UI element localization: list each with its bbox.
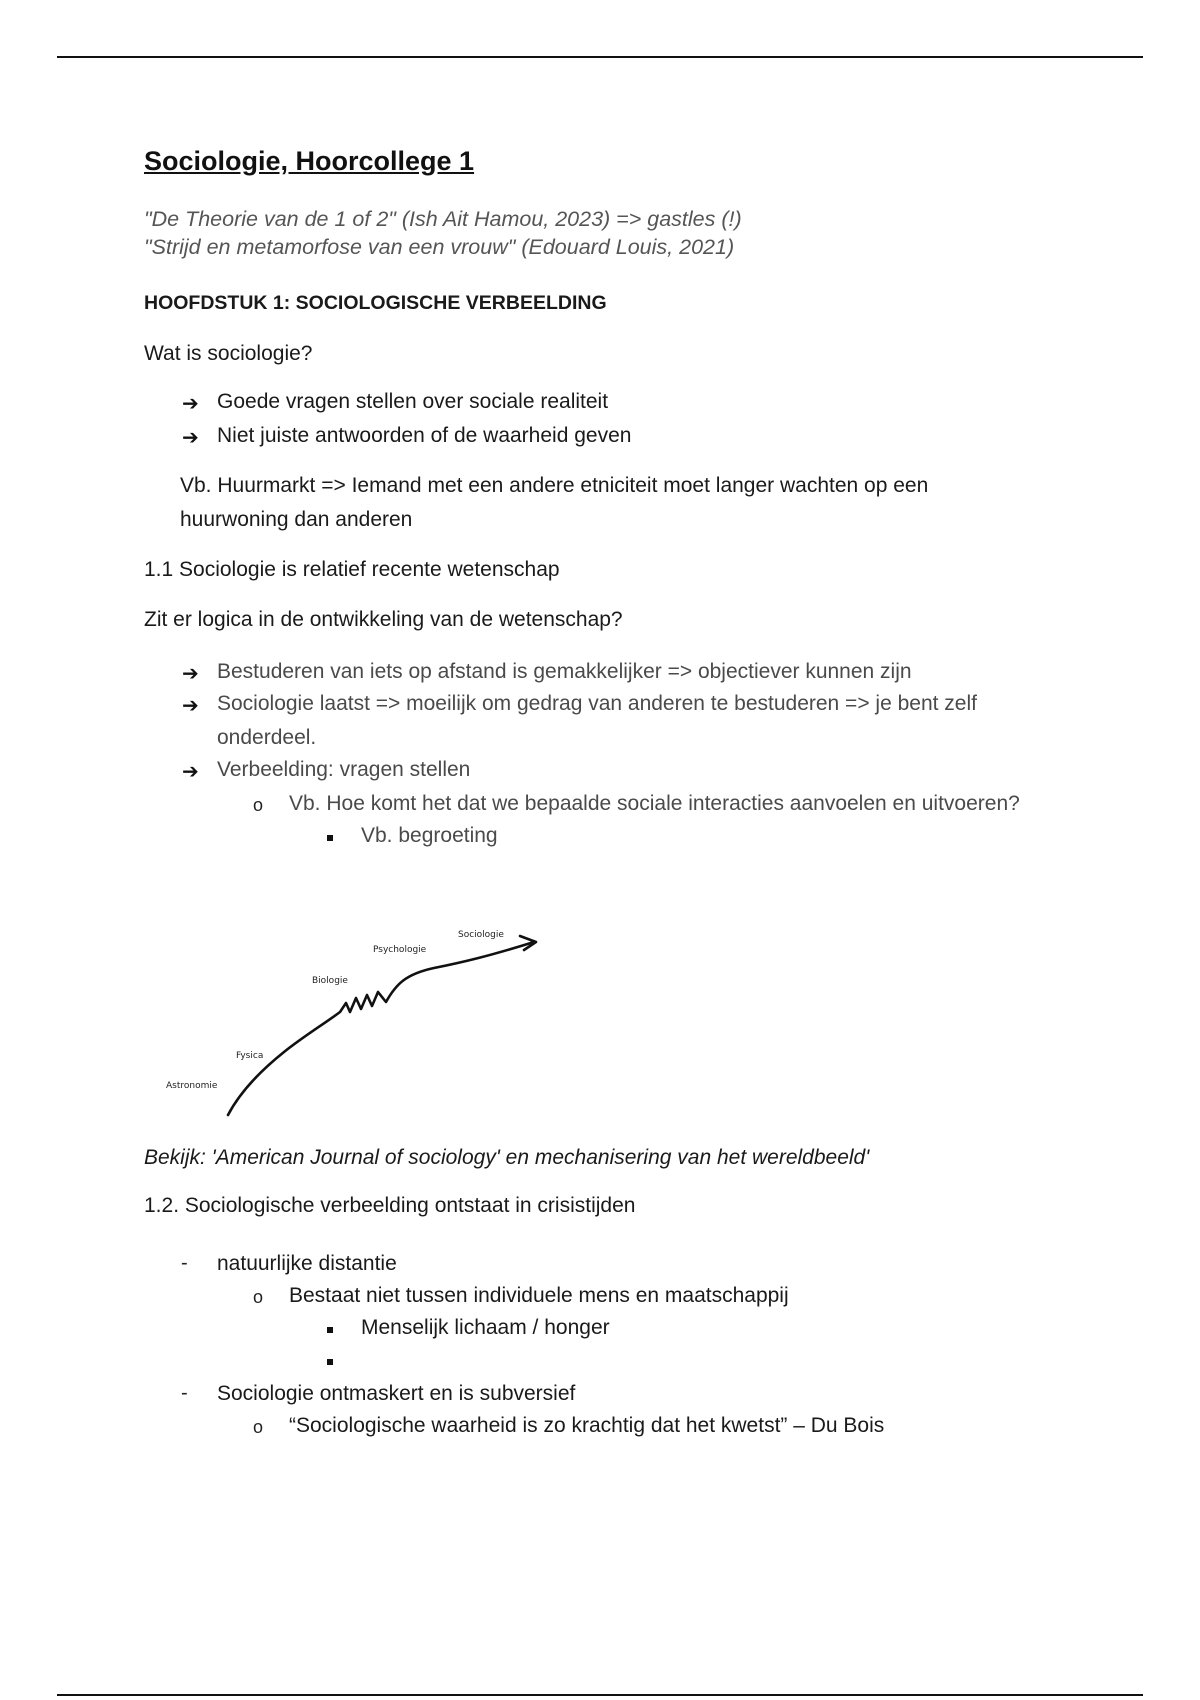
label-sociologie: Sociologie: [458, 930, 504, 940]
arrow-item-continuation: onderdeel.: [217, 726, 317, 749]
square-bullet-icon: [327, 835, 333, 841]
arrow-icon: ➔: [182, 695, 199, 717]
quotes-block: [144, 205, 742, 261]
arrow-item: Niet juiste antwoorden of de waarheid geven: [217, 424, 632, 447]
sub-sub-item: Vb. begroeting: [361, 824, 498, 847]
page-title: Sociologie, Hoorcollege 1: [144, 146, 475, 176]
arrow-item: Bestuderen van iets op afstand is gemakkelijker => objectiever kunnen zijn: [217, 660, 912, 683]
list-item: Sociologie ontmaskert en is subversief: [217, 1382, 576, 1405]
footer-rule: [57, 1694, 1143, 1696]
chapter-heading: HOOFDSTUK 1: SOCIOLOGISCHE VERBEELDING: [144, 292, 607, 314]
arrow-icon: ➔: [182, 393, 199, 415]
dash-bullet-icon: -: [181, 1252, 188, 1274]
section-heading: 1.2. Sociologische verbeelding ontstaat in crisistijden: [144, 1194, 636, 1217]
list-item: natuurlijke distantie: [217, 1252, 397, 1275]
circle-bullet-icon: o: [253, 1287, 264, 1307]
arrow-icon: ➔: [182, 663, 199, 685]
label-astronomie: Astronomie: [166, 1081, 218, 1091]
quote-line: "Strijd en metamorfose van een vrouw" (Edouard Louis, 2021): [144, 235, 735, 259]
square-bullet-icon: [327, 1327, 333, 1333]
question-heading: Zit er logica in de ontwikkeling van de wetenschap?: [144, 608, 623, 631]
arrow-icon: ➔: [182, 761, 199, 783]
label-biologie: Biologie: [312, 976, 348, 986]
dash-bullet-icon: -: [181, 1382, 188, 1404]
development-curve: [228, 942, 534, 1115]
square-bullet-icon: [327, 1359, 333, 1365]
example-line: Vb. Huurmarkt => Iemand met een andere etniciteit moet langer wachten op een: [180, 474, 929, 497]
circle-bullet-icon: o: [253, 795, 264, 815]
label-psychologie: Psychologie: [373, 945, 427, 955]
question-heading: Wat is sociologie?: [144, 342, 313, 365]
header-rule: [57, 56, 1143, 58]
arrow-item: Verbeelding: vragen stellen: [217, 758, 471, 781]
label-fysica: Fysica: [236, 1051, 264, 1061]
arrow-icon: ➔: [182, 427, 199, 449]
sub-item: Bestaat niet tussen individuele mens en maatschappij: [289, 1284, 789, 1307]
arrow-item: Sociologie laatst => moeilijk om gedrag van anderen te bestuderen => je bent zelf: [217, 692, 977, 715]
example-line: huurwoning dan anderen: [180, 508, 413, 531]
arrow-item: Goede vragen stellen over sociale realiteit: [217, 390, 609, 413]
quote-line: "De Theorie van de 1 of 2" (Ish Ait Hamou, 2023) => gastles (!): [144, 207, 742, 231]
section-heading: 1.1 Sociologie is relatief recente wetenschap: [144, 558, 560, 581]
science-development-diagram: [144, 912, 544, 1122]
sub-item: “Sociologische waarheid is zo krachtig dat het kwetst” – Du Bois: [289, 1414, 885, 1437]
sub-sub-item: Menselijk lichaam / honger: [361, 1316, 610, 1339]
sub-item: Vb. Hoe komt het dat we bepaalde sociale interacties aanvoelen en uitvoeren?: [289, 792, 1020, 815]
bekijk-note: Bekijk: 'American Journal of sociology' en mechanisering van het wereldbeeld': [144, 1146, 870, 1169]
circle-bullet-icon: o: [253, 1417, 264, 1437]
